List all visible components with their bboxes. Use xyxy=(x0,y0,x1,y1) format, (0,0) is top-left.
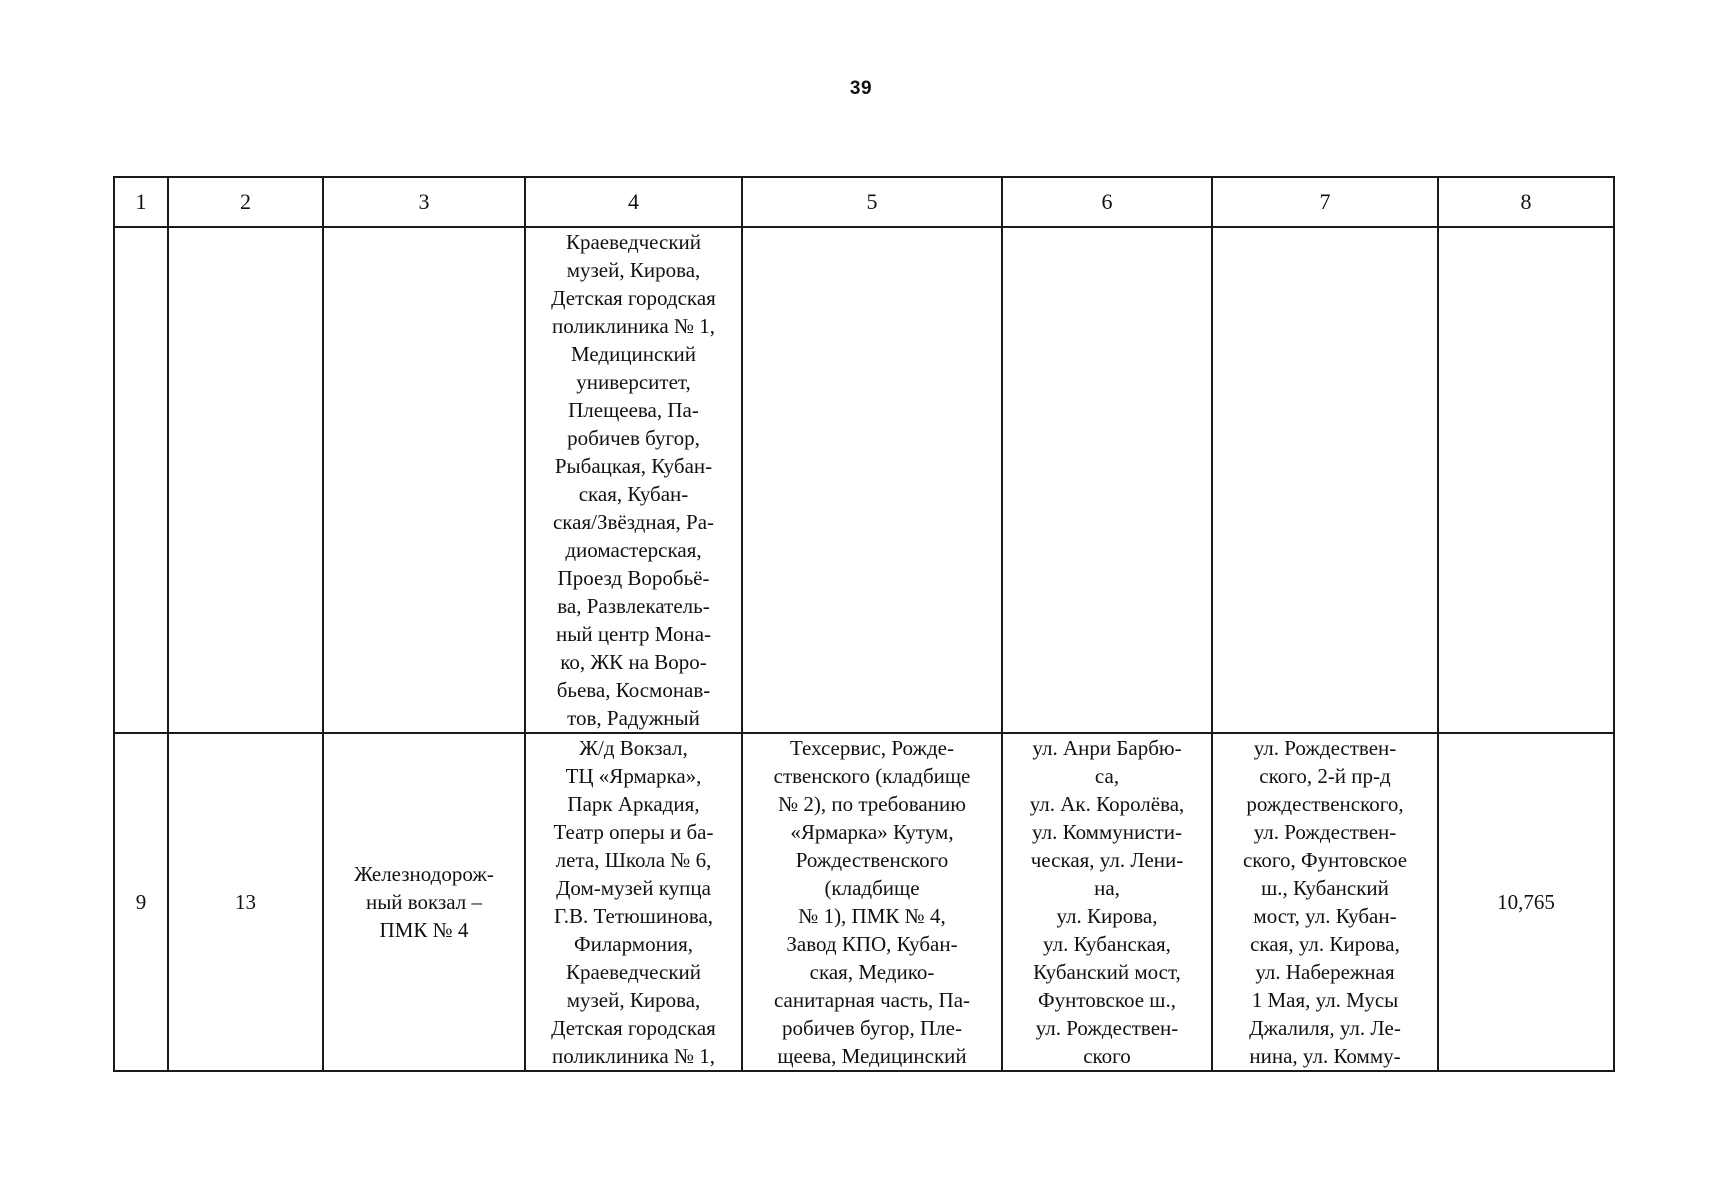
route-length-cell xyxy=(1438,733,1614,1071)
table-cell xyxy=(1212,227,1438,733)
column-header: 8 xyxy=(1438,177,1614,227)
page-number: 39 xyxy=(849,78,873,99)
streets-cell xyxy=(1002,733,1212,1071)
streets-reverse-text: ул. Рождествен- ского, 2-й пр-д рождественского, ул. Рождествен- ского, Фунтовское ш., Кубанский мост, ул. Кубан- ская, ул. Кирова, ул. Набережная 1 Мая, ул. Мусы Джалиля, ул. Ле- нина, ул. Комму- xyxy=(1242,736,1408,1068)
route-name: Железнодорож- ный вокзал – ПМК № 4 xyxy=(354,862,494,942)
table-row xyxy=(114,733,1614,1071)
streets-reverse-cell xyxy=(1212,733,1438,1071)
column-header: 4 xyxy=(525,177,742,227)
column-header: 5 xyxy=(742,177,1002,227)
column-header: 1 xyxy=(114,177,168,227)
route-table xyxy=(113,176,1615,1072)
table-cell xyxy=(1002,227,1212,733)
table-cell xyxy=(323,227,525,733)
row-number: 9 xyxy=(135,890,147,914)
column-header: 3 xyxy=(323,177,525,227)
stops-reverse-cell xyxy=(742,733,1002,1071)
streets-text: ул. Анри Барбю- са, ул. Ак. Королёва, ул. Коммунисти- ческая, ул. Лени- на, ул. Кирова, ул. Кубанская, Кубанский мост, Фунтовское ш., ул. Рождествен- ского xyxy=(1029,736,1185,1068)
stops-reverse-text: Техсервис, Рожде- ственского (кладбище № 2), по требованию «Ярмарка» Кутум, Рождественского (кладбище № 1), ПМК № 4, Завод КПО, Кубан- ская, Медико- санитарная часть, Па- робичев бугор, Пле- щеева, Медицинский xyxy=(773,736,971,1068)
stops-cell xyxy=(525,733,742,1071)
stops-text: Краеведческий музей, Кирова, Детская городская поликлиника № 1, Медицинский университет, Плещеева, Па- робичев бугор, Рыбацкая, Кубан- ская, Кубан- ская/Звёздная, Ра- диомастерская, Проезд Воробьё- ва, Развлекатель- ный центр Мона- ко, ЖК на Воро- бьева, Космонав- тов, Радужный xyxy=(551,230,716,730)
column-header: 2 xyxy=(168,177,323,227)
table-cell xyxy=(114,227,168,733)
table-cell xyxy=(1438,227,1614,733)
table-cell xyxy=(168,227,323,733)
stops-text: Ж/д Вокзал, ТЦ «Ярмарка», Парк Аркадия, Театр оперы и ба- лета, Школа № 6, Дом-музей купца Г.В. Тетюшинова, Филармония, Краеведческий музей, Кирова, Детская городская поликлиника № 1, xyxy=(551,736,716,1068)
route-length: 10,765 xyxy=(1497,890,1555,914)
route-number: 13 xyxy=(235,890,256,914)
row-number-cell xyxy=(114,733,168,1071)
route-name-cell xyxy=(323,733,525,1071)
route-number-cell xyxy=(168,733,323,1071)
table-cell xyxy=(742,227,1002,733)
column-header: 7 xyxy=(1212,177,1438,227)
table-row xyxy=(114,227,1614,733)
stops-cell xyxy=(525,227,742,733)
column-header: 6 xyxy=(1002,177,1212,227)
table-header-row xyxy=(114,177,1614,227)
